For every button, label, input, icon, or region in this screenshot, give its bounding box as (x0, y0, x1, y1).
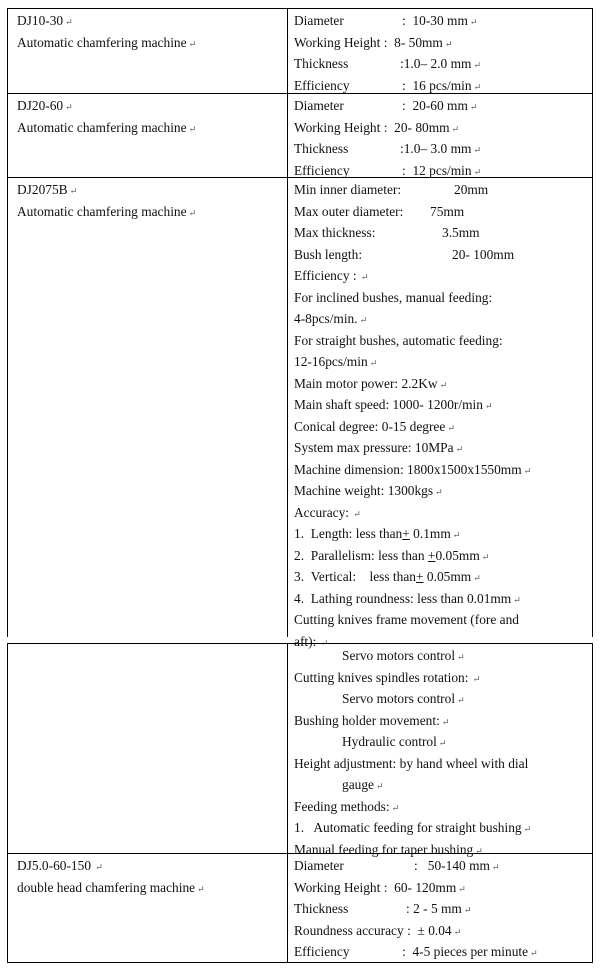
spec-height-adjustment-cont: gauge ↵ (342, 777, 384, 792)
spec-straight-value: 12-16pcs/min ↵ (294, 354, 378, 369)
spec-feeding-manual: Manual feeding for taper bushing ↵ (294, 841, 483, 857)
model-cell (17, 95, 279, 138)
spec-working-height: Working Height : 20- 80mm ↵ (294, 119, 460, 135)
column-divider (287, 94, 288, 177)
spec-feeding-auto: 1. Automatic feeding for straight bushing ↵ (294, 820, 532, 835)
spec-bush-length: Bush length: 20- 100mm (294, 246, 515, 262)
column-divider (287, 9, 288, 93)
model-code: DJ20-60 ↵ (17, 98, 73, 113)
spec-accuracy-roundness: 4. Lathing roundness: less than 0.01mm ↵ (294, 590, 521, 606)
spec-height-adjustment: Height adjustment: by hand wheel with dial (294, 755, 529, 771)
spec-diameter: Diameter : 10-30 mm ↵ (294, 13, 478, 28)
spec-inclined-label: For inclined bushes, manual feeding: (294, 289, 493, 305)
spec-working-height: Working Height : 8- 50mm ↵ (294, 34, 453, 50)
spec-row-dj10-30 (7, 8, 593, 94)
spec-servo-control-1: Servo motors control ↵ (342, 648, 465, 663)
spec-efficiency: Efficiency : 16 pcs/min ↵ (294, 77, 482, 93)
model-cell (17, 10, 279, 53)
spec-cell (294, 95, 592, 181)
spec-cutting-frame: Cutting knives frame movement (fore and (294, 612, 519, 627)
spec-row-dj20-60 (7, 93, 593, 178)
spec-diameter: Diameter : 20-60 mm ↵ (294, 98, 478, 113)
model-name: double head chamfering machine ↵ (17, 879, 205, 895)
spec-thickness: Thickness :1.0– 2.0 mm ↵ (294, 56, 481, 71)
spec-weight: Machine weight: 1300kgs ↵ (294, 483, 443, 498)
column-divider (287, 178, 288, 637)
spec-diameter: Diameter : 50-140 mm ↵ (294, 858, 500, 873)
column-divider (287, 644, 288, 853)
spec-accuracy-length: 1. Length: less than+ 0.1mm ↵ (294, 526, 461, 541)
spec-roundness: Roundness accuracy : ± 0.04 ↵ (294, 922, 462, 938)
spec-pressure: System max pressure: 10MPa ↵ (294, 440, 464, 455)
spec-row-continuation (7, 643, 593, 857)
spec-dimension: Machine dimension: 1800x1500x1550mm ↵ (294, 461, 532, 477)
spec-max-thickness: Max thickness: 3.5mm (294, 225, 480, 240)
spec-cutting-frame-cont: aft): ↵ (294, 633, 329, 649)
model-cell (17, 179, 279, 222)
spec-thickness: Thickness : 2 - 5 mm ↵ (294, 901, 472, 916)
model-name: Automatic chamfering machine ↵ (17, 203, 197, 219)
spec-shaft-speed: Main shaft speed: 1000- 1200r/min ↵ (294, 397, 493, 412)
spec-thickness: Thickness :1.0– 3.0 mm ↵ (294, 141, 481, 156)
model-cell (17, 855, 279, 898)
spec-servo-control-2: Servo motors control ↵ (342, 691, 465, 706)
spec-row-dj2075b (7, 177, 593, 649)
spec-accuracy-parallelism: 2. Parallelism: less than +0.05mm ↵ (294, 547, 490, 563)
model-name: Automatic chamfering machine ↵ (17, 119, 197, 135)
model-code: DJ5.0-60-150 ↵ (17, 858, 103, 873)
spec-efficiency: Efficiency : 12 pcs/min ↵ (294, 162, 482, 178)
spec-row-dj5-0-60-150 (7, 853, 593, 963)
column-divider (287, 854, 288, 962)
spec-straight-label: For straight bushes, automatic feeding: (294, 332, 503, 348)
model-name: Automatic chamfering machine ↵ (17, 34, 197, 50)
spec-cell (294, 179, 592, 652)
spec-efficiency: Efficiency : 4-5 pieces per minute ↵ (294, 944, 538, 959)
spec-cell (294, 645, 592, 860)
model-code: DJ10-30 ↵ (17, 13, 73, 28)
spec-hydraulic-control: Hydraulic control ↵ (342, 734, 447, 749)
spec-conical-degree: Conical degree: 0-15 degree ↵ (294, 418, 455, 434)
spec-spindle-rotation: Cutting knives spindles rotation: ↵ (294, 669, 481, 685)
spec-accuracy-label: Accuracy: ↵ (294, 504, 361, 520)
model-code: DJ2075B ↵ (17, 182, 78, 197)
spec-accuracy-vertical: 3. Vertical: less than+ 0.05mm ↵ (294, 569, 481, 584)
spec-motor-power: Main motor power: 2.2Kw ↵ (294, 375, 448, 391)
spec-max-outer-diameter: Max outer diameter: 75mm (294, 203, 465, 219)
spec-cell (294, 10, 592, 96)
spec-feeding-methods: Feeding methods: ↵ (294, 798, 400, 814)
spec-min-inner-diameter: Min inner diameter: 20mm (294, 182, 489, 197)
spec-inclined-value: 4-8pcs/min. ↵ (294, 311, 368, 326)
spec-cell (294, 855, 592, 963)
spec-holder-movement: Bushing holder movement: ↵ (294, 712, 450, 728)
spec-working-height: Working Height : 60- 120mm ↵ (294, 879, 466, 895)
spec-efficiency-label: Efficiency : ↵ (294, 268, 369, 283)
